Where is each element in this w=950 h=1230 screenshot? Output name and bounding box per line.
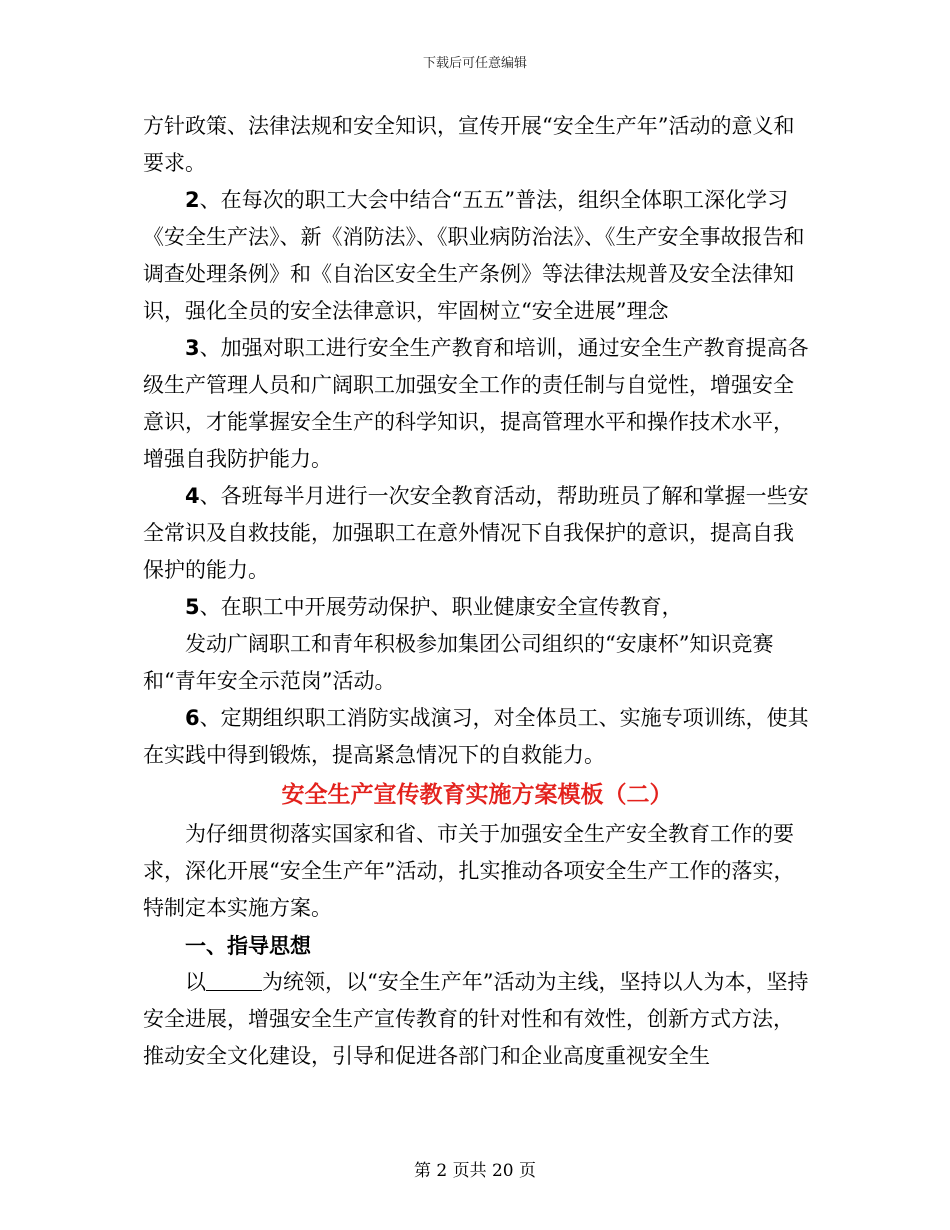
section-heading: 一、指导思想: [185, 933, 311, 958]
item-text: 、各班每半月进行一次安全教育活动，帮助班员了解和掌握一些安全常识及自救技能，加强职工在意外情况下自我保护的意识，提高自我保护的能力。: [143, 484, 809, 582]
item-number: 6: [185, 706, 200, 730]
paragraph-item-4: [143, 478, 811, 589]
item-text: 、在每次的职工大会中结合“五五”普法，组织全体职工深化学习《安全生产法》、新《消防法》、《职业病防治法》、《生产安全事故报告和调查处理条例》和《自治区安全生产条例》等法律法规普及安全法律知识，强化全员的安全法律意识，牢固树立“安全进展”理念: [143, 188, 805, 323]
paragraph-item-6: [143, 700, 811, 774]
paragraph-item-5: [143, 589, 811, 626]
item-text: 、在职工中开展劳动保护、职业健康安全宣传教育，: [199, 595, 683, 619]
paragraph-continuation: 方针政策、法律法规和安全知识，宣传开展“安全生产年”活动的意义和要求。: [143, 114, 795, 175]
page-footer: 第 2 页共 20 页: [413, 1161, 537, 1181]
paragraph-item-3: [143, 330, 811, 478]
item-number: 3: [185, 336, 200, 360]
item-number: 5: [185, 595, 200, 619]
section-intro: 为仔细贯彻落实国家和省、市关于加强安全生产安全教育工作的要求，深化开展“安全生产年”活动，扎实推动各项安全生产工作的落实，特制定本实施方案。: [143, 822, 795, 920]
item-number: 2: [185, 188, 200, 212]
section-title: 安全生产宣传教育实施方案模板（二）: [281, 781, 673, 808]
guide-text: 为统领，以“安全生产年”活动为主线，坚持以人为本，坚持安全进展，增强安全生产宣传教育的针对性和有效性，创新方式方法，推动安全文化建设，引导和促进各部门和企业高度重视安全生: [143, 970, 809, 1068]
item-text: 、定期组织职工消防实战演习，对全体员工、实施专项训练，使其在实践中得到锻炼，提高紧急情况下的自救能力。: [143, 706, 809, 767]
item-number: 4: [185, 484, 200, 508]
paragraph-item-2: [143, 182, 811, 330]
page-header: 下载后可任意编辑: [422, 56, 527, 71]
blank-underline: [206, 969, 262, 991]
paragraph-item-5-cont: 发动广阔职工和青年积极参加集团公司组织的“安康杯”知识竞赛和“青年安全示范岗”活动。: [143, 632, 774, 693]
guide-paragraph: [143, 964, 811, 1075]
guide-prefix: 以: [185, 970, 206, 994]
document-body: [143, 108, 811, 1075]
item-text: 、加强对职工进行安全生产教育和培训，通过安全生产教育提高各级生产管理人员和广阔职工加强安全工作的责任制与自觉性，增强安全意识，才能掌握安全生产的科学知识，提高管理水平和操作技术水平，增强自我防护能力。: [143, 336, 809, 471]
